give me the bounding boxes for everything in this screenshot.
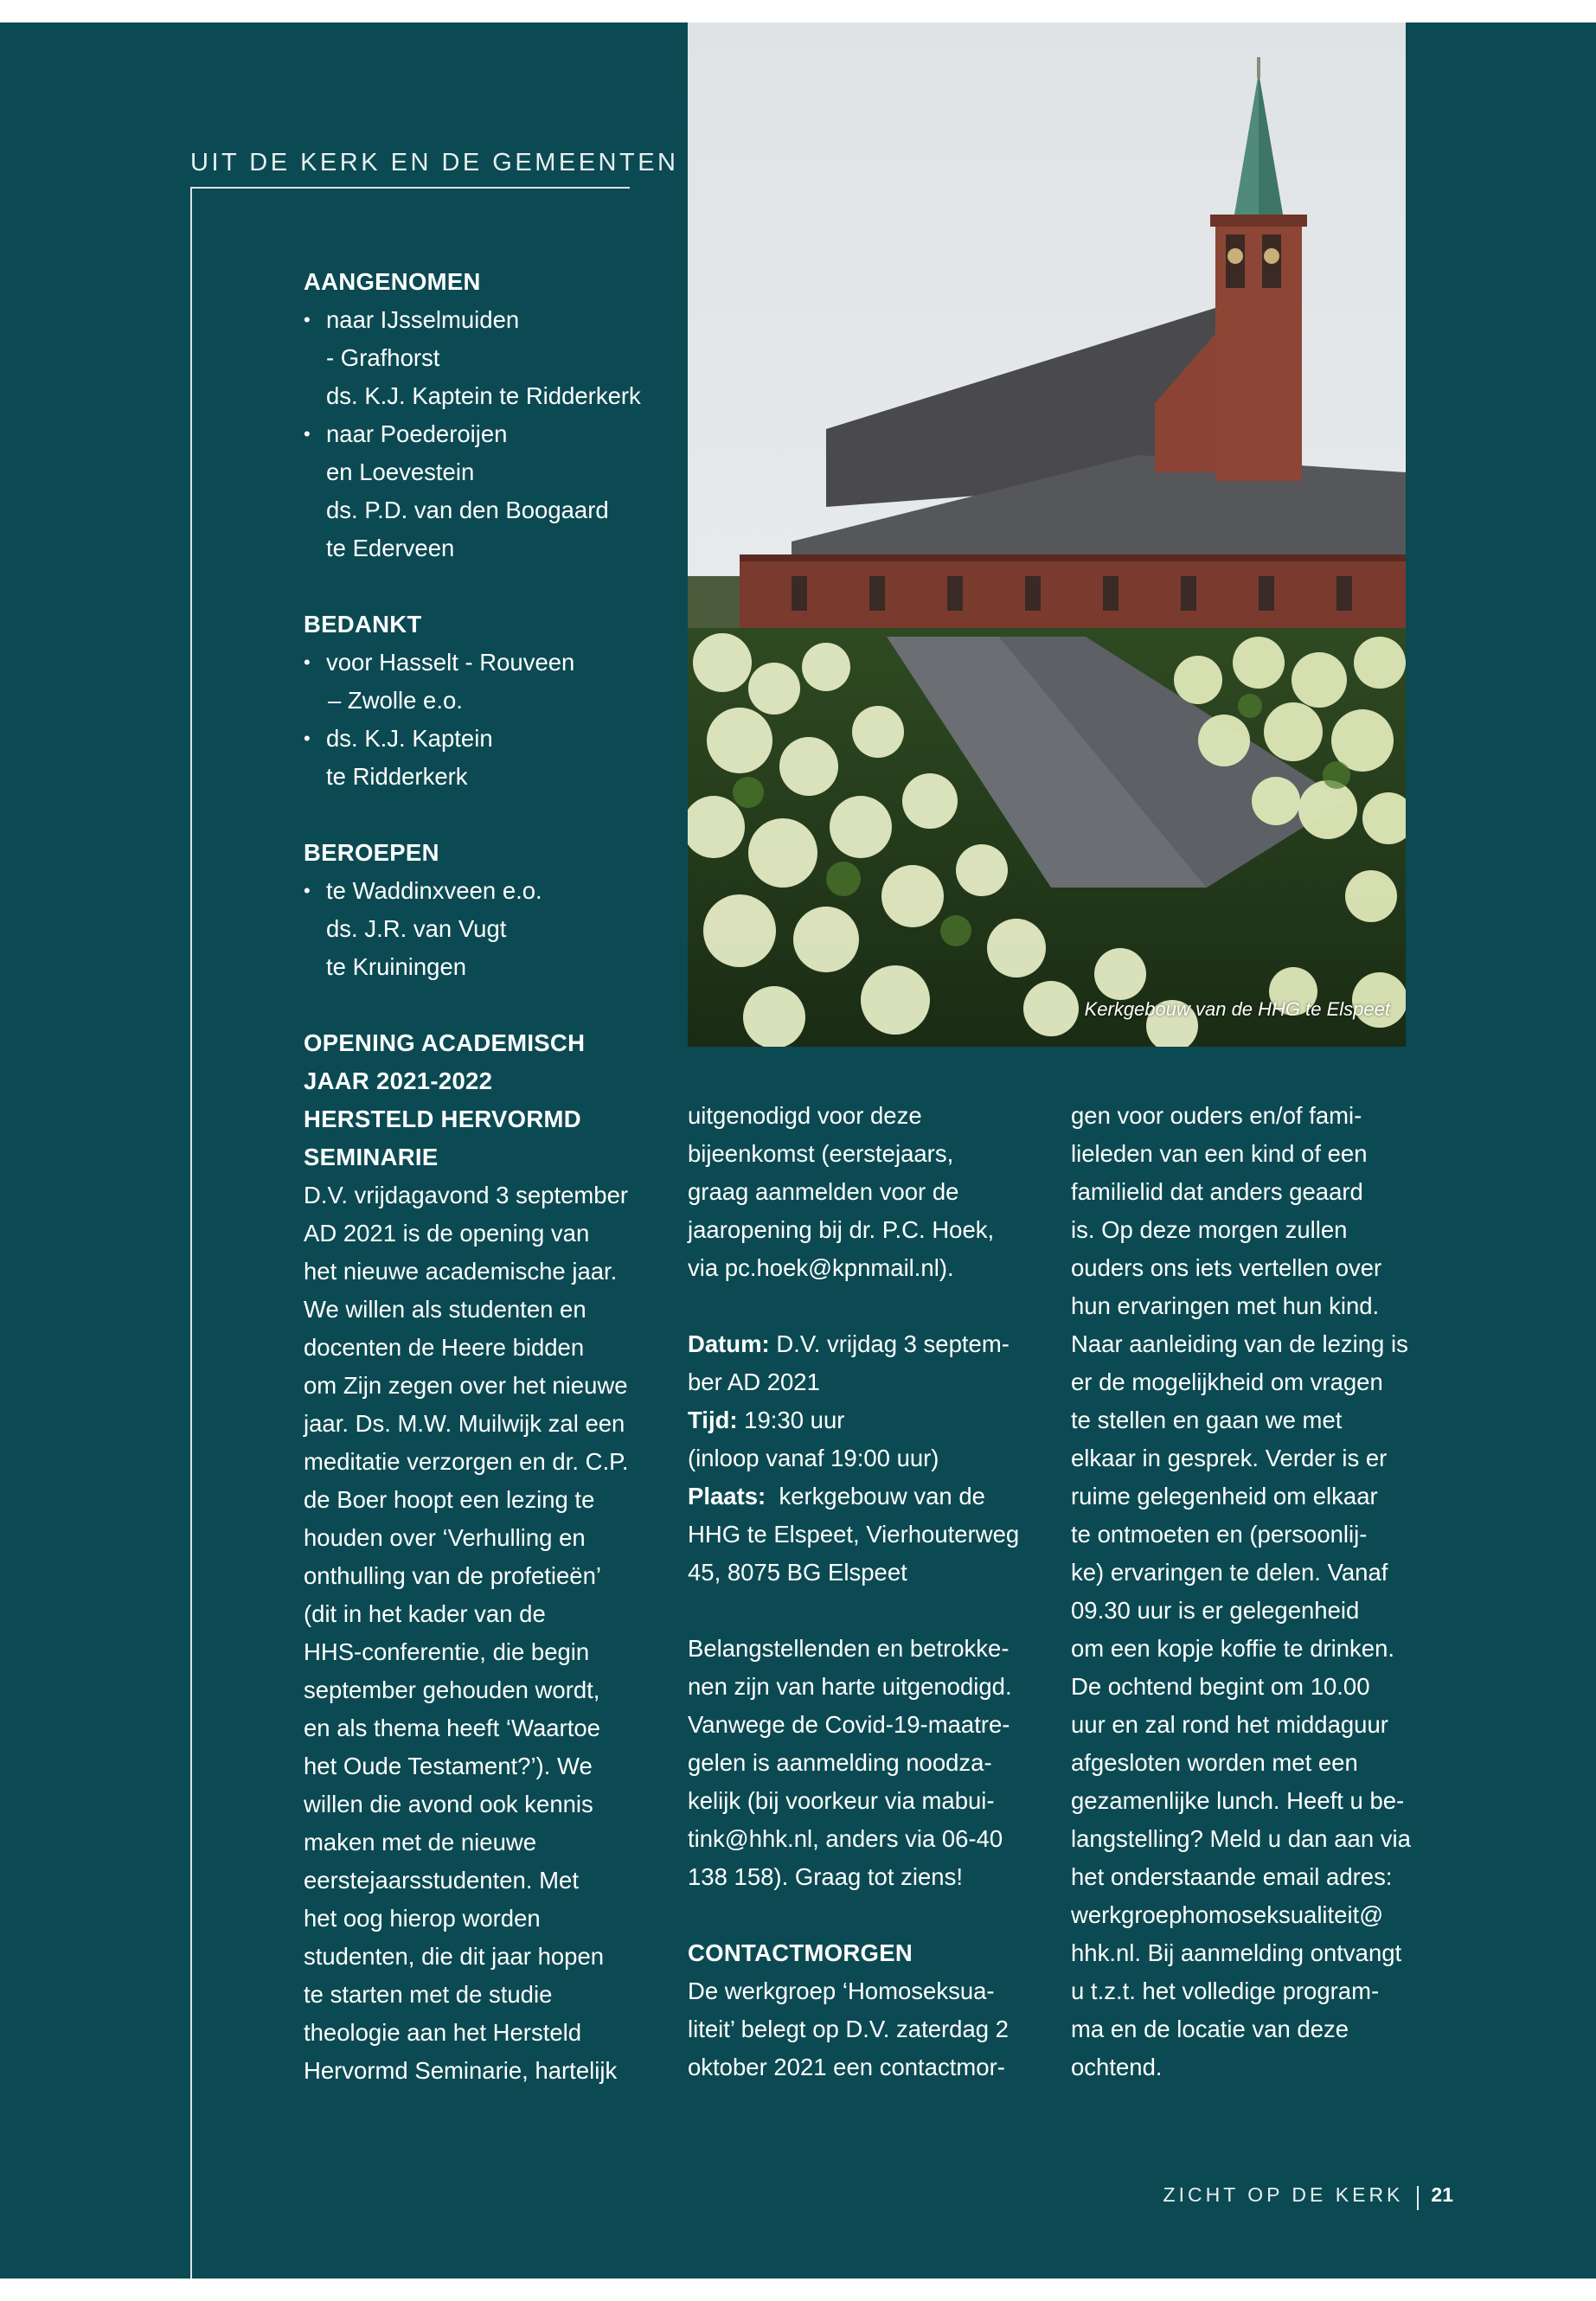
- text-line: gezamenlijke lunch. Heeft u be-: [1071, 1787, 1405, 1814]
- text-line: te ontmoeten en (persoonlij-: [1071, 1521, 1368, 1548]
- column-1: [304, 263, 641, 2090]
- text-line: en als thema heeft ‘Waartoe: [304, 1715, 600, 1741]
- text-line: D.V. vrijdagavond 3 september: [304, 1182, 629, 1208]
- text-line: theologie aan het Hersteld: [304, 2019, 582, 2046]
- list-line: ds. P.D. van den Boogaard: [326, 497, 609, 523]
- text-line: het Oude Testament?’). We: [304, 1753, 593, 1779]
- text-line: We willen als studenten en: [304, 1296, 586, 1323]
- list-item: [304, 872, 641, 986]
- text-line: te starten met de studie: [304, 1981, 553, 2008]
- text-line: onthulling van de profetieën’: [304, 1562, 602, 1589]
- list-line: en Loevestein: [326, 458, 475, 485]
- list-line: te Waddinxveen e.o.: [326, 877, 542, 904]
- page-footer: [1125, 2183, 1453, 2210]
- text-line: willen die avond ook kennis: [304, 1791, 593, 1817]
- text-line: graag aanmelden voor de: [688, 1178, 959, 1205]
- text-line: elkaar in gesprek. Verder is er: [1071, 1445, 1388, 1471]
- text-line: hun ervaringen met hun kind.: [1071, 1292, 1380, 1319]
- text-line: houden over ‘Verhulling en: [304, 1524, 586, 1551]
- text-line: ma en de locatie van deze: [1071, 2016, 1349, 2042]
- list-line: - Grafhorst: [326, 344, 440, 371]
- text-line: eerstejaarsstudenten. Met: [304, 1867, 579, 1894]
- tijd-label: Tijd:: [688, 1407, 738, 1433]
- text-line: tink@hhk.nl, anders via 06-40: [688, 1825, 1003, 1852]
- column-2: [688, 1097, 1051, 2086]
- text-line: jaaropening bij dr. P.C. Hoek,: [688, 1216, 995, 1243]
- section-title-underline: [190, 187, 630, 189]
- list-line: voor Hasselt - Rouveen: [326, 649, 575, 676]
- text-line: Belangstellenden en betrokke-: [688, 1635, 1010, 1662]
- text-line: AD 2021 is de opening van: [304, 1220, 590, 1247]
- text-line: september gehouden wordt,: [304, 1676, 600, 1703]
- text-line: om een kopje koffie te drinken.: [1071, 1635, 1395, 1662]
- list-line: ds. K.J. Kaptein te Ridderkerk: [326, 382, 641, 409]
- list-line: naar Poederoijen: [326, 420, 508, 447]
- belang-text: [688, 1630, 1051, 1896]
- column-3: [1071, 1097, 1417, 2086]
- text-line: nen zijn van harte uitgenodigd.: [688, 1673, 1012, 1700]
- plaats-line-3: 45, 8075 BG Elspeet: [688, 1559, 907, 1586]
- text-line: langstelling? Meld u dan aan via: [1071, 1825, 1411, 1852]
- page-number: 21: [1431, 2183, 1453, 2206]
- text-line: gelen is aanmelding noodza-: [688, 1749, 992, 1776]
- text-line: uur en zal rond het middaguur: [1071, 1711, 1388, 1738]
- text-line: liteit’ belegt op D.V. zaterdag 2: [688, 2016, 1009, 2042]
- list-item: [304, 720, 641, 796]
- text-line: maken met de nieuwe: [304, 1829, 537, 1856]
- heading-contactmorgen: CONTACTMORGEN: [688, 1939, 913, 1966]
- text-line: Vanwege de Covid-19-maatre-: [688, 1711, 1010, 1738]
- text-line: SEMINARIE: [304, 1144, 439, 1170]
- plaats-label: Plaats:: [688, 1483, 766, 1509]
- tijd-line-2: (inloop vanaf 19:00 uur): [688, 1445, 939, 1471]
- list-item: [304, 301, 641, 415]
- list-line: – Zwolle e.o.: [328, 687, 463, 714]
- text-line: de Boer hoopt een lezing te: [304, 1486, 595, 1513]
- contactmorgen-text: [1071, 1097, 1417, 2086]
- section-title: UIT DE KERK EN DE GEMEENTEN: [190, 149, 679, 176]
- text-line: afgesloten worden met een: [1071, 1749, 1358, 1776]
- heading-bedankt: BEDANKT: [304, 611, 422, 638]
- text-line: via pc.hoek@kpnmail.nl).: [688, 1254, 954, 1281]
- text-line: docenten de Heere bidden: [304, 1334, 585, 1361]
- list-item: [304, 644, 641, 720]
- text-line: HERSTELD HERVORMD: [304, 1106, 581, 1132]
- plaats-line-2: HHG te Elspeet, Vierhouterweg: [688, 1521, 1020, 1548]
- intro-text: [688, 1097, 1051, 1287]
- text-line: Naar aanleiding van de lezing is: [1071, 1330, 1408, 1357]
- bullet-icon: •: [304, 309, 311, 330]
- text-line: werkgroephomoseksualiteit@: [1071, 1901, 1384, 1928]
- text-line: JAAR 2021-2022: [304, 1067, 493, 1094]
- text-line: ouders ons iets vertellen over: [1071, 1254, 1382, 1281]
- text-line: u t.z.t. het volledige program-: [1071, 1977, 1380, 2004]
- tijd-line: [688, 1401, 1051, 1439]
- bullet-icon: •: [304, 423, 311, 445]
- list-line: ds. K.J. Kaptein: [326, 725, 493, 752]
- magazine-title: ZICHT OP DE KERK: [1163, 2183, 1404, 2206]
- text-line: ke) ervaringen te delen. Vanaf: [1071, 1559, 1388, 1586]
- heading-beroepen: BEROEPEN: [304, 839, 439, 866]
- text-line: het oog hierop worden: [304, 1905, 541, 1932]
- text-line: ruime gelegenheid om elkaar: [1071, 1483, 1378, 1509]
- list-item: [304, 415, 641, 567]
- text-line: jaar. Ds. M.W. Muilwijk zal een: [304, 1410, 625, 1437]
- text-line: om Zijn zegen over het nieuwe: [304, 1372, 628, 1399]
- datum-value: D.V. vrijdag 3 septem-: [769, 1330, 1010, 1357]
- text-line: is. Op deze morgen zullen: [1071, 1216, 1348, 1243]
- footer-separator: [1417, 2186, 1419, 2210]
- text-line: te stellen en gaan we met: [1071, 1407, 1343, 1433]
- text-line: HHS-conferentie, die begin: [304, 1638, 590, 1665]
- photo-caption: Kerkgebouw van de HHG te Elspeet: [1084, 998, 1390, 1020]
- text-line: lieleden van een kind of een: [1071, 1140, 1368, 1167]
- datum-line: [688, 1325, 1051, 1363]
- text-line: het onderstaande email adres:: [1071, 1863, 1393, 1890]
- text-line: het nieuwe academische jaar.: [304, 1258, 618, 1285]
- text-line: kelijk (bij voorkeur via mabui-: [688, 1787, 995, 1814]
- list-line: ds. J.R. van Vugt: [326, 915, 507, 942]
- heading-aangenomen: AANGENOMEN: [304, 268, 481, 295]
- text-line: OPENING ACADEMISCH: [304, 1029, 586, 1056]
- photo-top-margin: [688, 0, 1406, 22]
- datum-label: Datum:: [688, 1330, 770, 1357]
- bullet-icon: •: [304, 651, 311, 673]
- tijd-value: 19:30 uur: [737, 1407, 845, 1433]
- text-line: ochtend.: [1071, 2054, 1163, 2080]
- list-line: te Ederveen: [326, 535, 455, 561]
- bullet-icon: •: [304, 880, 311, 901]
- list-line: te Ridderkerk: [326, 763, 468, 790]
- list-line: te Kruiningen: [326, 953, 467, 980]
- text-line: bijeenkomst (eerstejaars,: [688, 1140, 954, 1167]
- text-line: 09.30 uur is er gelegenheid: [1071, 1597, 1360, 1624]
- text-line: uitgenodigd voor deze: [688, 1102, 922, 1129]
- text-line: De ochtend begint om 10.00: [1071, 1673, 1370, 1700]
- text-line: De werkgroep ‘Homoseksua-: [688, 1977, 995, 2004]
- text-line: gen voor ouders en/of fami-: [1071, 1102, 1362, 1129]
- margin-rule: [190, 187, 192, 2279]
- text-line: hhk.nl. Bij aanmelding ontvangt: [1071, 1939, 1402, 1966]
- text-line: oktober 2021 een contactmor-: [688, 2054, 1005, 2080]
- datum-line-2: ber AD 2021: [688, 1368, 820, 1395]
- heading-opening: [304, 1024, 641, 1176]
- opening-body: [304, 1176, 641, 2090]
- text-line: (dit in het kader van de: [304, 1600, 546, 1627]
- text-line: meditatie verzorgen en dr. C.P.: [304, 1448, 629, 1475]
- text-line: 138 158). Graag tot ziens!: [688, 1863, 963, 1890]
- text-line: familielid dat anders geaard: [1071, 1178, 1363, 1205]
- text-line: Hervormd Seminarie, hartelijk: [304, 2057, 618, 2084]
- church-photo: [688, 22, 1406, 1047]
- plaats-line: [688, 1477, 1051, 1516]
- text-line: er de mogelijkheid om vragen: [1071, 1368, 1383, 1395]
- contact-text: [688, 1972, 1051, 2086]
- list-line: naar IJsselmuiden: [326, 306, 520, 333]
- bullet-icon: •: [304, 727, 311, 749]
- plaats-value: kerkgebouw van de: [766, 1483, 985, 1509]
- text-line: studenten, die dit jaar hopen: [304, 1943, 605, 1970]
- church-illustration: [688, 22, 1406, 1047]
